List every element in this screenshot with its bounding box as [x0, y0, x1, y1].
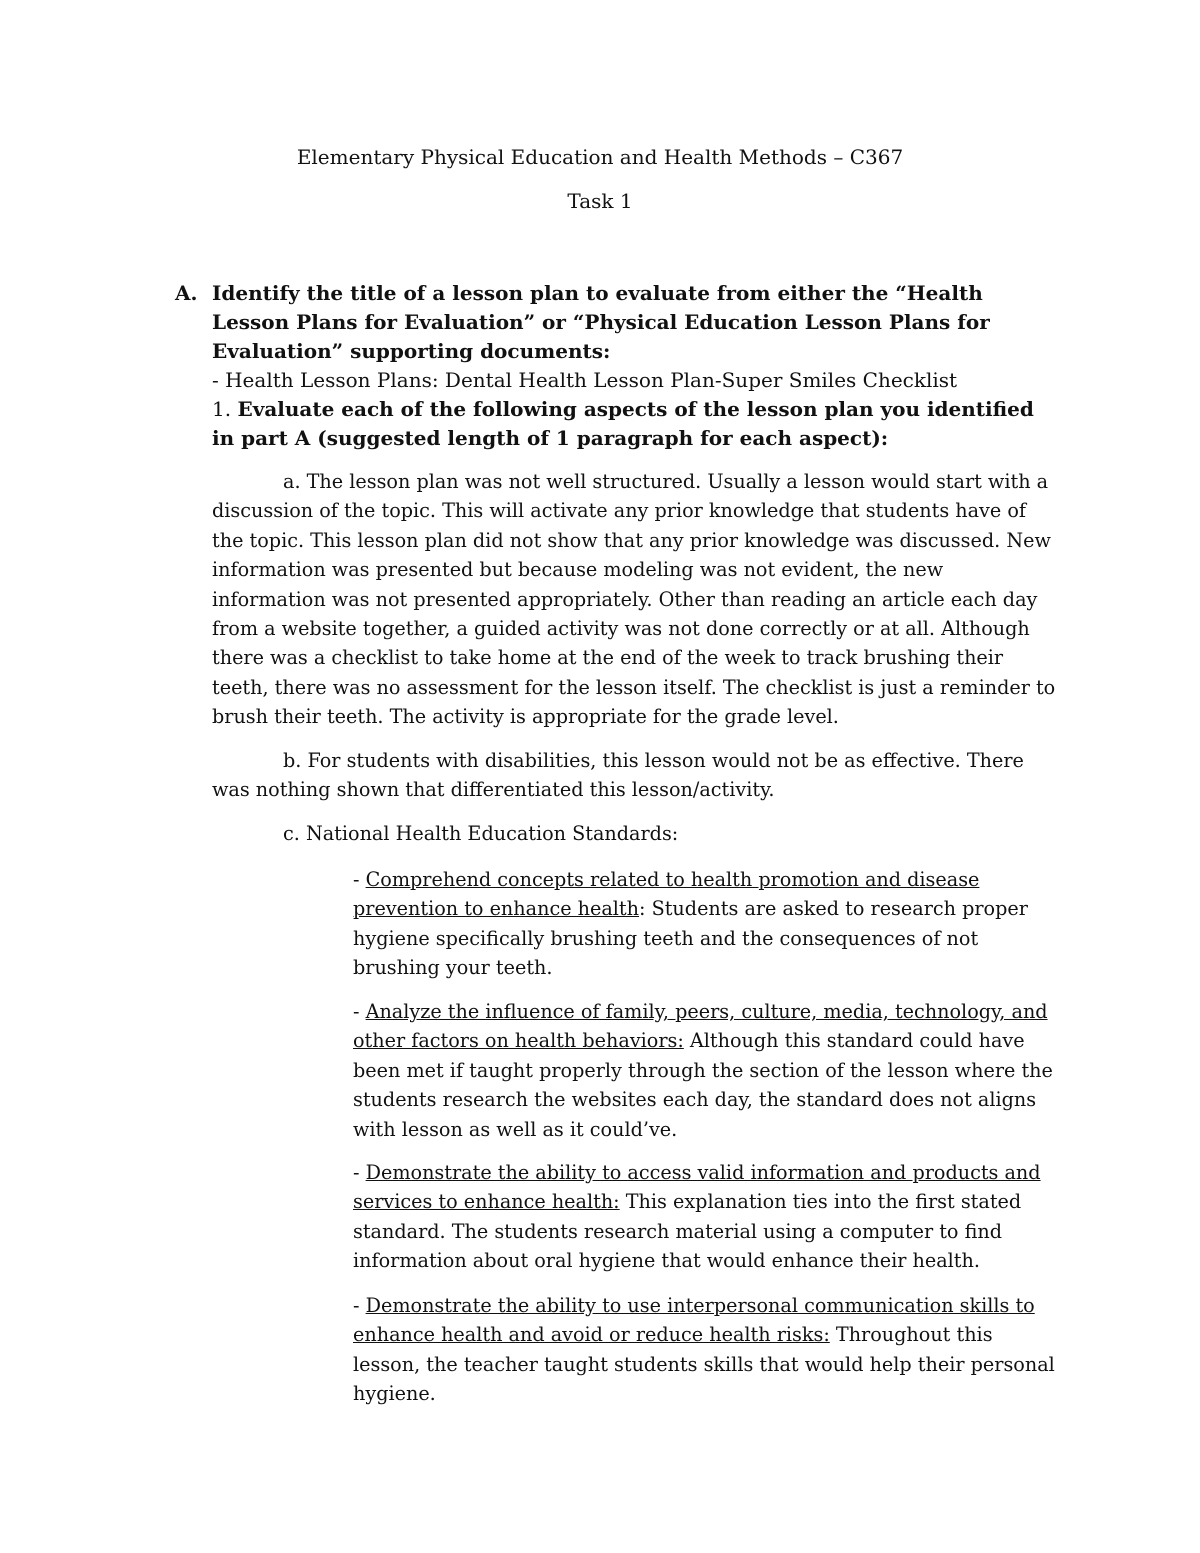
standard-dash: -	[353, 868, 366, 891]
standard-item	[353, 865, 1065, 983]
standard-dash: -	[353, 1294, 366, 1317]
section-a-prompt: Identify the title of a lesson plan to evaluate from either the “Health Lesson Plans for Evaluation” or “Physical Education Lesson Plans for Evaluation” supporting documents:	[212, 281, 990, 363]
item-1	[212, 395, 1055, 453]
standard-text: Although this standard could have been met if taught properly through the section of the lesson where the students research the websites each day, the standard does not aligns with lesson as well as it could’ve.	[353, 1029, 1053, 1141]
standard-text: This explanation ties into the first stated standard. The students research material using a computer to find information about oral hygiene that would enhance their health.	[353, 1190, 1022, 1273]
task-label: Task 1	[567, 189, 633, 213]
standard-dash: -	[353, 1000, 366, 1023]
standard-item	[353, 1291, 1065, 1409]
item-1-prompt: Evaluate each of the following aspects of the lesson plan you identified in part A (suggested length of 1 paragraph for each aspect):	[212, 397, 1034, 450]
standards-heading: c. National Health Education Standards:	[283, 822, 679, 845]
standard-title: Comprehend concepts related to health promotion and disease prevention to enhance health	[353, 868, 980, 921]
section-a-body	[212, 279, 1055, 453]
response-a: a. The lesson plan was not well structured. Usually a lesson would start with a discussion of the topic. This will activate any prior knowledge that students have of the topic. This lesson plan did not show that any prior knowledge was discussed. New information was presented but because modeling was not evident, the new information was not presented appropriately. Other than reading an article each day from a website together, a guided activity was not done correctly or at all. Although there was a checklist to take home at the end of the week to track brushing their teeth, there was no assessment for the lesson itself. The checklist is just a reminder to brush their teeth. The activity is appropriate for the grade level.	[212, 470, 1056, 729]
response-b: b. For students with disabilities, this lesson would not be as effective. There was nothing shown that differentiated this lesson/activity.	[212, 749, 1024, 802]
section-a-answer: - Health Lesson Plans: Dental Health Lesson Plan-Super Smiles Checklist	[212, 368, 958, 392]
standard-title: Demonstrate the ability to use interpersonal communication skills to enhance health and avoid or reduce health risks:	[353, 1294, 1035, 1347]
standard-title: Demonstrate the ability to access valid information and products and services to enhance health:	[353, 1161, 1041, 1214]
standard-text: Throughout this lesson, the teacher taught students skills that would help their personal hygiene.	[353, 1323, 1055, 1406]
item-1-number: 1.	[212, 397, 232, 421]
section-letter: A.	[175, 281, 198, 305]
course-title: Elementary Physical Education and Health Methods – C367	[296, 145, 904, 169]
standard-item	[353, 997, 1065, 1144]
standard-title: Analyze the influence of family, peers, culture, media, technology, and other factors on health behaviors:	[353, 1000, 1048, 1053]
standard-dash: -	[353, 1161, 366, 1184]
standard-item	[353, 1158, 1065, 1276]
standard-text: : Students are asked to research proper hygiene specifically brushing teeth and the consequences of not brushing your teeth.	[353, 897, 1028, 980]
